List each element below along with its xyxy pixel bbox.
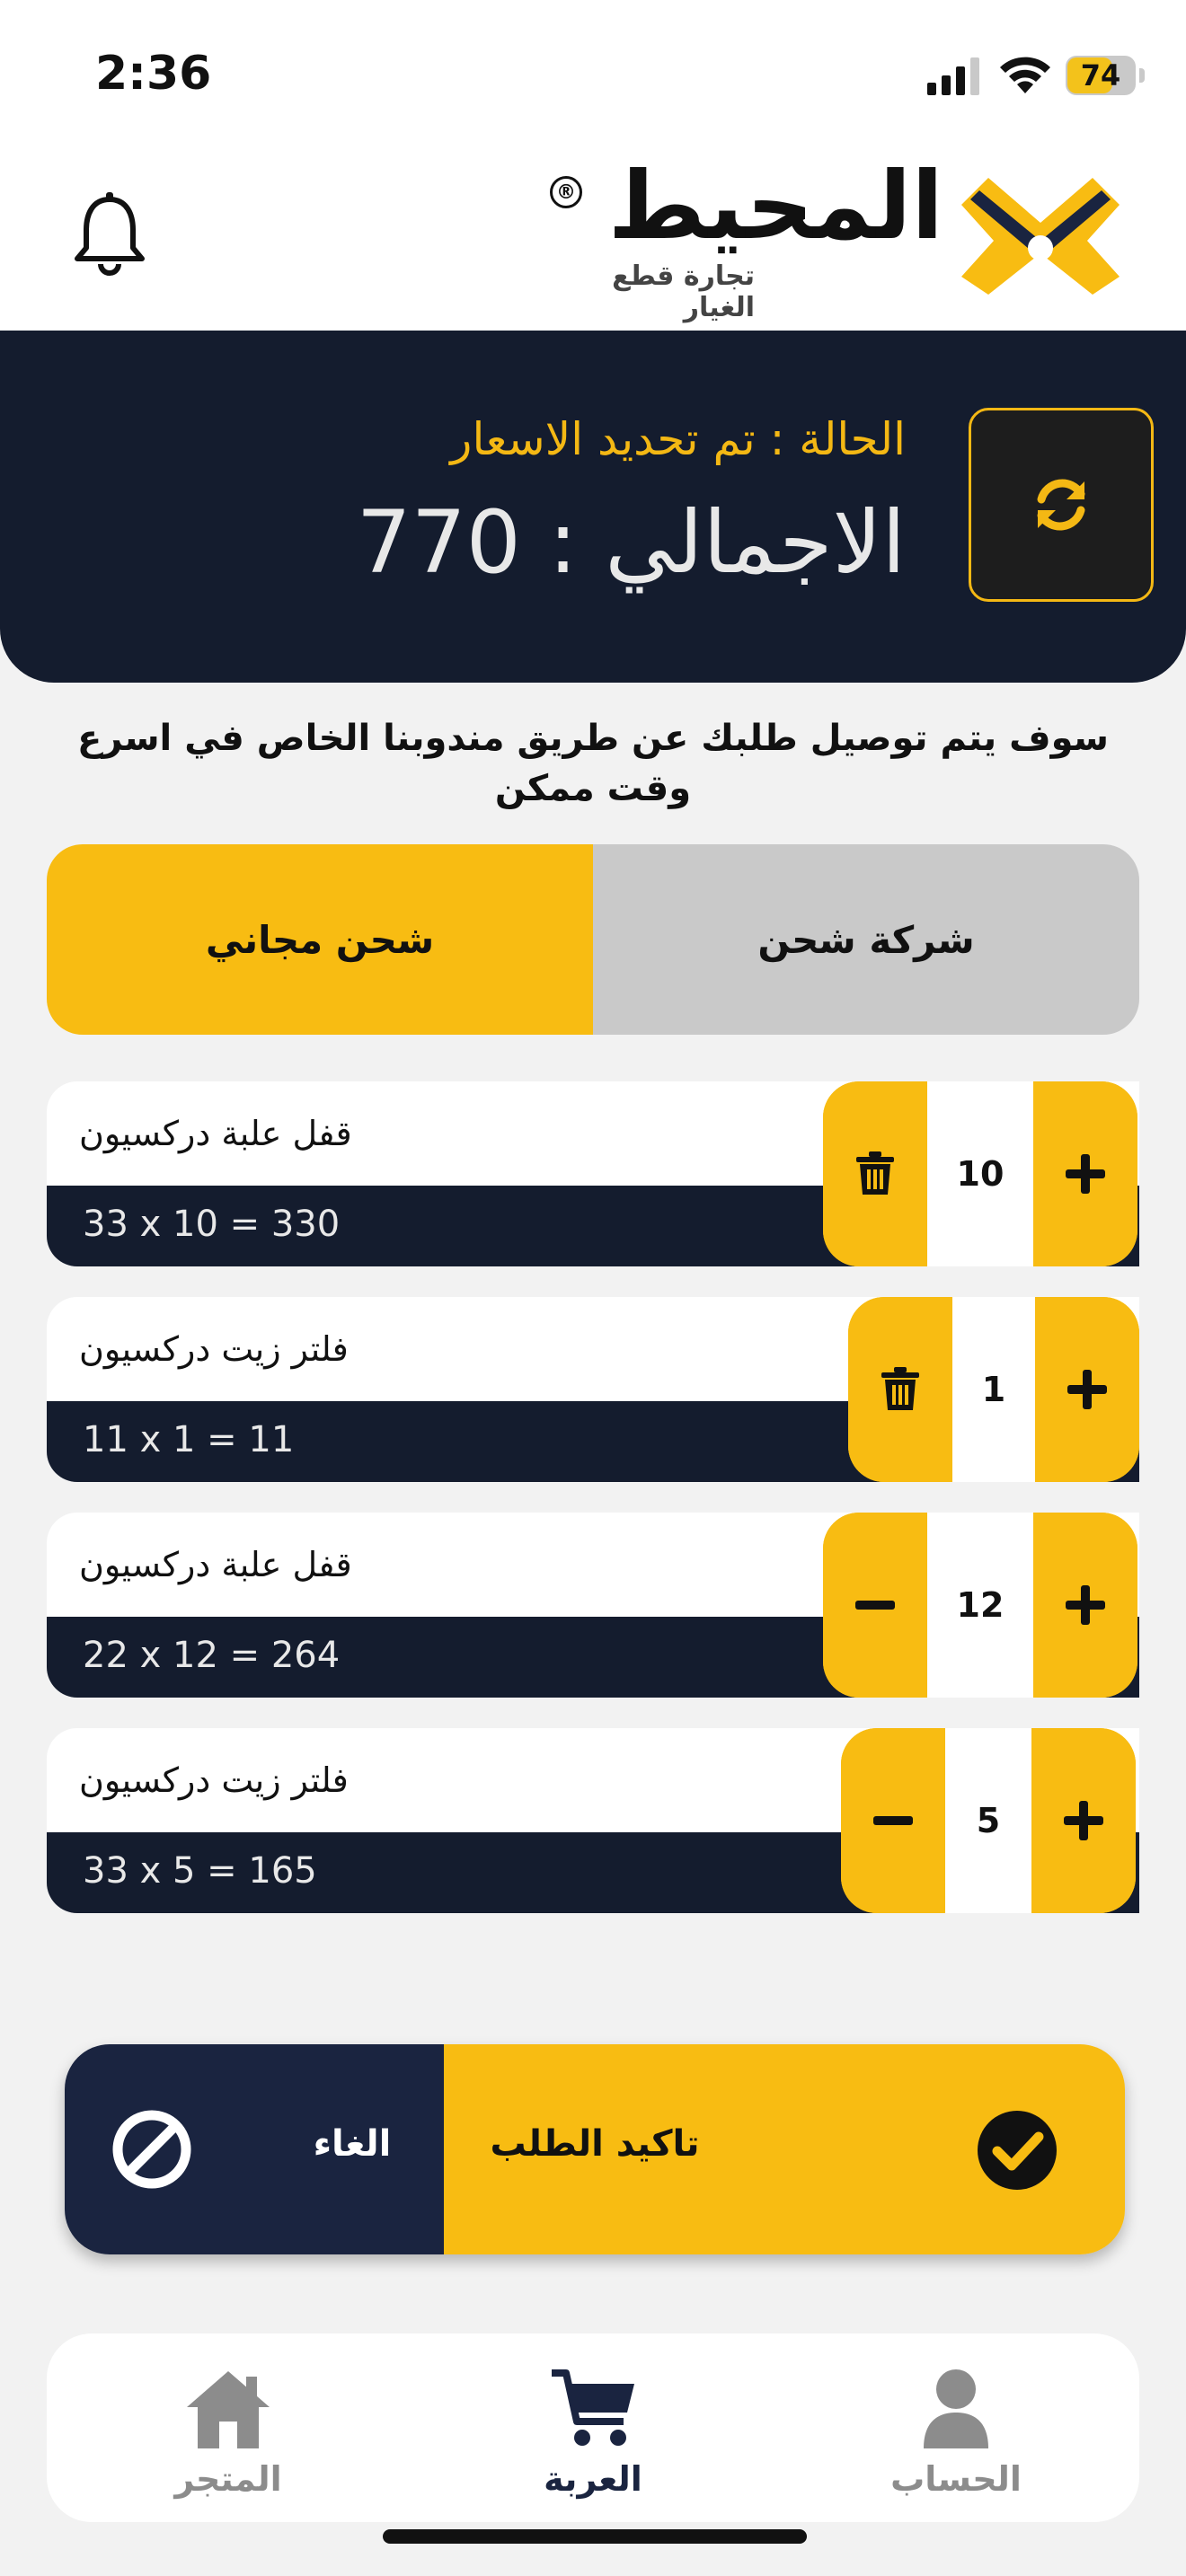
plus-icon xyxy=(1062,1799,1105,1842)
cart-item xyxy=(47,1728,1139,1913)
cart-item-name: قفل علبة دركسيون xyxy=(79,1545,352,1584)
order-status: الحالة : تم تحديد الاسعار xyxy=(450,413,906,465)
increase-button[interactable] xyxy=(1033,1081,1137,1266)
cart-item-name: قفل علبة دركسيون xyxy=(79,1114,352,1153)
logo-mark-icon xyxy=(952,160,1128,304)
cart-item-calc: 11 x 1 = 11 xyxy=(83,1419,295,1460)
bell-icon[interactable] xyxy=(70,190,149,277)
refresh-button[interactable] xyxy=(969,408,1154,602)
plus-icon xyxy=(1064,1152,1107,1195)
cart-item-calc: 33 x 10 = 330 xyxy=(83,1204,341,1245)
person-icon xyxy=(911,2366,1001,2452)
quantity-value: 10 xyxy=(927,1081,1033,1266)
cancel-order-label: الغاء xyxy=(313,2123,392,2165)
order-total: الاجمالي : 770 xyxy=(356,492,906,593)
logo-subtitle: تجارة قطع الغيار xyxy=(612,260,755,323)
logo-title: المحيط xyxy=(607,151,943,260)
quantity-stepper xyxy=(823,1081,1137,1266)
quantity-stepper xyxy=(823,1513,1137,1698)
status-time: 2:36 xyxy=(95,47,212,101)
battery-percent: 74 xyxy=(1080,58,1121,93)
free-shipping-option[interactable]: شحن مجاني xyxy=(47,844,593,1035)
nav-label-account: الحساب xyxy=(890,2459,1022,2499)
plus-icon xyxy=(1064,1584,1107,1627)
nav-item-account[interactable] xyxy=(857,2359,1055,2502)
decrease-button[interactable] xyxy=(841,1728,945,1913)
delete-button[interactable] xyxy=(823,1081,927,1266)
cancel-icon xyxy=(110,2107,194,2192)
cart-item xyxy=(47,1297,1139,1482)
shipping-toggle xyxy=(47,844,1139,1035)
quantity-stepper xyxy=(848,1297,1139,1482)
nav-label-cart: العربة xyxy=(544,2459,642,2499)
plus-icon xyxy=(1066,1368,1109,1411)
battery-nub xyxy=(1139,68,1145,83)
increase-button[interactable] xyxy=(1031,1728,1136,1913)
minus-icon xyxy=(854,1584,897,1627)
delivery-note: سوف يتم توصيل طلبك عن طريق مندوبنا الخاص في اسرع وقت ممكن xyxy=(77,718,1109,809)
check-icon xyxy=(976,2109,1058,2192)
cart-item-calc: 22 x 12 = 264 xyxy=(83,1635,341,1676)
refresh-icon xyxy=(1029,472,1093,537)
nav-label-store: المتجر xyxy=(174,2459,282,2499)
increase-button[interactable] xyxy=(1035,1297,1139,1482)
trash-icon xyxy=(880,1367,921,1412)
cart-item xyxy=(47,1513,1139,1698)
registered-mark: ® xyxy=(550,176,582,208)
quantity-value: 12 xyxy=(927,1513,1033,1698)
cart-item-calc: 33 x 5 = 165 xyxy=(83,1850,317,1892)
quantity-stepper xyxy=(841,1728,1136,1913)
shipping-company-option[interactable]: شركة شحن xyxy=(593,844,1139,1035)
home-indicator xyxy=(383,2529,807,2544)
cart-item-name: فلتر زيت دركسيون xyxy=(79,1329,349,1369)
decrease-button[interactable] xyxy=(823,1513,927,1698)
nav-item-cart[interactable] xyxy=(494,2359,692,2502)
trash-icon xyxy=(854,1151,896,1196)
home-icon xyxy=(183,2366,273,2452)
minus-icon xyxy=(872,1799,915,1842)
quantity-value: 1 xyxy=(952,1297,1035,1482)
delete-button[interactable] xyxy=(848,1297,952,1482)
nav-item-store[interactable] xyxy=(129,2359,327,2502)
cellular-signal-icon xyxy=(925,56,983,95)
wifi-icon xyxy=(997,54,1053,95)
quantity-value: 5 xyxy=(945,1728,1031,1913)
confirm-order-label: تاكيد الطلب xyxy=(490,2123,700,2165)
cart-item xyxy=(47,1081,1139,1266)
order-action-bar xyxy=(65,2044,1125,2254)
cart-icon xyxy=(548,2366,638,2452)
cart-item-name: فلتر زيت دركسيون xyxy=(79,1760,349,1800)
increase-button[interactable] xyxy=(1033,1513,1137,1698)
